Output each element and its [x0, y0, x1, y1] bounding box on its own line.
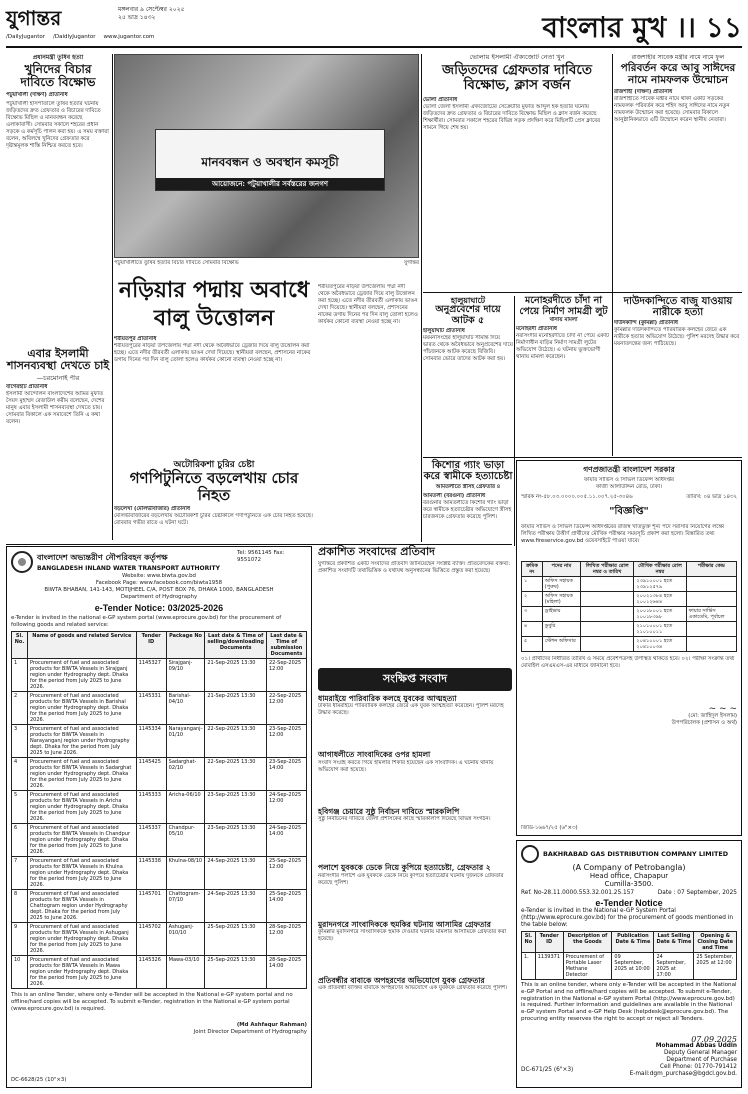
- column-divider: [421, 54, 422, 542]
- notice-title: e-Tender Notice: 03/2025-2026: [94, 603, 224, 613]
- bgdcl-logo-icon: [521, 845, 539, 863]
- story-autorickshaw: অটোরিকশা চুরির চেষ্টা গণপিটুনিতে বড়লেখায় চোর নিহত বড়লেখা (মৌলভীবাজার) প্রতিনিধি মৌলভীবাজারের বড়লেখায় অটোরিকশা চুরির চেষ্টাকালে গণপিটুনিতে এক চোর নিহত হয়েছে। রোববার গভীর রাতে এ ঘটনা ঘটে।: [114, 460, 313, 526]
- headline: অনুপ্রবেশের দায়ে আটক ৫: [435, 303, 501, 326]
- headline: গণপিটুনিতে বড়লেখায় চোর নিহত: [129, 469, 299, 504]
- headline: দাউদকান্দিতে বাজু যাওয়ায় নারীকে হত্যা: [623, 296, 733, 319]
- list-item: মুরাদনগরে সাংবাদিককে হুমকির ঘটনায় আসামির গ্রেফতার কুমিল্লার মুরাদনগরে সাংবাদিককে হুমকি দেওয়ার ঘটনায় মামলার আসামিকে গ্রেফতার করা হয়েছে।: [318, 919, 507, 942]
- row-divider: [6, 544, 512, 545]
- notice-title: e-Tender Notice: [595, 898, 663, 908]
- headline: পরিবর্তন করে আবু সাঈদের নামে নামফলক উন্মোচন: [620, 62, 736, 86]
- story-kishore-gang: কিশোর গ্যাং ভাড়া করে স্বামীকে হত্যাচেষ্টা আমতলীতে স্ত্রীসহ গ্রেফতার ৪ আমতলী (বরগুনা) প্রতিনিধি বরগুনার আমতলীতে কিশোর গ্যাং ভাড়া করে স্বামীকে হত্যাচেষ্টার অভিযোগে স্ত্রীসহ চারজনকে গ্রেফতার করেছে পুলিশ।: [423, 460, 513, 521]
- list-item: হবিগঞ্জ চেয়ারে সুষ্ঠু নির্বাচন দাবিতে স্মারকলিপি সুষ্ঠু নির্বাচনের দাবিতে জেলা প্রশাসকের কাছে স্মারকলিপি দিয়েছে বিভিন্ন সংগঠন।: [318, 806, 491, 823]
- list-item: আগাধলীতে সাংবাদিকের ওপর হামলা সংবাদ সংগ্রহ করতে গিয়ে হামলার শিকার হয়েছেন এক সাংবাদিক। এ ঘটনায় থানায় অভিযোগ করা হয়েছে।: [318, 750, 494, 773]
- fire-schedule-table: ক্রমিক নং পদের নাম লিখিত পরীক্ষার রোল নম্বর ও তারিখ মৌখিক পরীক্ষার রোল নম্বর পরীক্ষার কেন্দ্র ১ অফিস সহায়ক (পুরুষ) ২৩৯১০০০১ হতে ২৩৯১২৫৭৯ ২ অফিস সহায়ক (মহিলা) ২০০২১৩৮৪ হতে ২০০১২৬৪৪ ৩ ড্রাইভার ২০০১৮০০১ হতে ২০০১৮৩৯৮ ফায়ার সার্ভিস একাডেমি, পূর্বাচল ৪ ডুবুরি ২১০১০০০১ হতে ২১০১০০১১ ৫ স্টেশন অফিসার ২০৪১০০০১ হতে ২০৪১০০৩৪: [521, 561, 737, 652]
- row-divider: [423, 292, 742, 293]
- website-link[interactable]: www.jugantor.com: [103, 34, 155, 40]
- bakhrabad-tender-table: Sl. No Tender ID Description of the Goods Publication Date & Time Last Selling Date & Time Opening & Closing Date and Time 1. 1139371 Procurement of Portable Laser Methane Detector 09 September, 2025 at 10:00 24 September, 2025 at 17:00 25 September, 2025 at 12:00: [521, 931, 737, 980]
- table-row: ৩ ড্রাইভার ২০০১৮০০১ হতে ২০০১৮৩৯৮ ফায়ার সার্ভিস একাডেমি, পূর্বাচল: [522, 607, 737, 622]
- headline: এবার ইসলামী শাসনব্যবস্থা দেখতে চাই: [6, 347, 110, 373]
- table-row: 10 Procurement of fuel and associated products for BIWTA Vessels in Mawa region under Hydrography dept. Dhaka for the period from July 2025 to June 2026. 1145326 Mawa-03/10 25-Sep-2025 13:30 28-Sep-2025 14:00: [12, 956, 307, 989]
- headline: কিশোর গ্যাং ভাড়া করে স্বামীকে হত্যাচেষ্টা: [423, 460, 513, 483]
- biwta-tender-notice: Tel: 9561145 Fax: 9551072 বাংলাদেশ অভ্যন্তরীণ নৌপরিবহন কর্তৃপক্ষ BANGLADESH INLAND WATER TRANSPORT AUTHORITY Website: www.biwta.gov.bd Facebook Page: www.facebook.com/biwta1958 BIWTA BHABAN, 141-143, MOTIJHEEL C/A, POST BOX 76, DHAKA 1000, BANGLADESH Department of Hydrography e-Tender Notice: 03/2025-2026 e-Tender is invited in the national e-GP system portal (www.eprocure.gov.bd) for the procurement of following goods and related service: Sl. No. Name of goods and related Service Tender ID Package No Last date & Time of selling/downloading Documents Last date & Time of submission Documents 1 Procurement of fuel and associated products for BIWTA Vessels in Sirajganj region under Hydrography dept. Dhaka for the period from July 2025 to June 2026. 1145327 Sirajganj-09/10 21-Sep-2025 13:30 22-Sep-2025 12:00 2 Procurement of fuel and associated products for BIWTA Vessels in Barishal region under Hydrography dept. Dhaka for the period from July 2025 to June 2026. 1145331 Barishal-04/10 21-Sep-2025 13:30 22-Sep-2025 12:00 3 Procurement of fuel and associated products for BIWTA Vessels in Narayanganj region under Hydrography dept. Dhaka for the period from July 2025 to June 2026. 1145334 Narayanganj-01/10 22-Sep-2025 13:30 23-Sep-2025 12:00 4 Procurement of fuel and associated products for BIWTA Vessels in Sadarghat region under Hydrography dept. Dhaka for the period from July 2025 to June 2026. 1145425 Sadarghat-02/10 22-Sep-2025 13:30 23-Sep-2025 14:00 5 Procurement of fuel and associated products for BIWTA Vessels in Aricha region under Hydrography dept. Dhaka for the period from July 2025 to June 2026. 1145333 Aricha-06/10 23-Sep-2025 13:30 24-Sep-2025 12:00 6 Procurement of fuel and associated products for BIWTA Vessels in Chandpur region under Hydrography dept. Dhaka for the period from July 2025 to June 2026. 1145337 Chandpur-05/10 23-Sep-2025 13:30 24-Sep-2025 14:00 7 Procurement of fuel and associated products for BIWTA Vessels in Khulna region under Hydrography dept. Dhaka for the period from July 2025 to June 2026. 1145338 Khulna-08/10 24-Sep-2025 13:30 25-Sep-2025 12:00 8 Procurement of fuel and associated products for BIWTA Vessels in Chattogram region under Hydrography dept. Dhaka for the period from July 2025 to June 2026. 1145701 Chattogram-07/10 24-Sep-2025 13:30 25-Sep-2025 14:00 9 Procurement of fuel and associated products for BIWTA Vessels in Ashuganj region under Hydrography dept. Dhaka for the period from July 2025 to June 2026. 1145702 Ashuganj-010/10 25-Sep-2025 13:30 28-Sep-2025 12:00 10 Procurement of fuel and associated products for BIWTA Vessels in Mawa region under Hydrography dept. Dhaka for the period from July 2025 to June 2026. 1145326 Mawa-03/10 25-Sep-2025 13:30 28-Sep-2025 14:00 This is an online Tender, where only e-Tender will be accepted in the National e-GP system portal and no offline/hard copies will be accepted. To submit e-Tender, registration in the National e-GP system portal (www.eprocure.gov.bd) is required. (Md Ashfaqur Rahman) Joint Director Department of Hydrography DC-6628/25 (10"×3): [6, 546, 312, 1088]
- story-monohardi: মনোহরদীতে চাঁদা না পেয়ে নির্মাণ সামগ্রী লুট থানায় মামলা মনোহরদী প্রতিনিধি নরসিংদীর মনোহরদীতে চাঁদা না পেয়ে একটি নির্মাণাধীন বাড়ির নির্মাণ সামগ্রী লুটের অভিযোগ উঠেছে। এ ঘটনায় ভুক্তভোগী থানায় মামলা করেছেন।: [516, 295, 610, 361]
- section-title: বাংলার মুখ ।। ১১: [542, 11, 742, 44]
- story-bhola: ভোলায় ইসলামী ঐক্যজোট নেতা খুন জড়িতদের গ্রেফতার দাবিতে বিক্ষোভ, ক্লাস বর্জন ভোলা প্রতিনিধি ভোলা জেলা ইসলামী ঐক্যজোটের সেক্রেটারি মুফতি আব্দুল হক হত্যার ঘটনায় জড়িতদের দ্রুত গ্রেফতার ও বিচারের দাবিতে বিক্ষোভ মিছিল ও ক্লাস বর্জন করেছে শিক্ষার্থীরা। সোমবার সকালে শহরের বিভিন্ন সড়ক প্রদক্ষিণ করে মিছিলটি প্রেস ক্লাবের সামনে গিয়ে শেষ হয়।: [423, 54, 611, 290]
- story-rajshahi: রাজশাহীর সাবেক মন্ত্রীর নামে নামে ফুল পরিবর্তন করে আবু সাঈদের নামে নামফলক উন্মোচন রাজশাহী (দক্ষিণ) প্রতিনিধি রাজশাহীতে সাবেক মন্ত্রীর নামে থাকা একটি সড়কের নামফলক পরিবর্তন করে শহিদ আবু সাঈদের নামে নতুন নামফলক উন্মোচন করা হয়েছে। সোমবার বিকালে আনুষ্ঠানিকভাবে এটি উন্মোচন করেন স্থানীয় নেতারা।: [614, 54, 742, 290]
- row-divider: [423, 457, 742, 458]
- headline: জড়িতদের গ্রেফতার দাবিতে বিক্ষোভ, ক্লাস বর্জন: [442, 62, 592, 94]
- story-daudkandi: দাউদকান্দিতে বাজু যাওয়ায় নারীকে হত্যা দাউদকান্দি (কুমিল্লা) প্রতিনিধি কুমিল্লার দাউদকান্দিতে পারিবারিক কলহের জেরে এক নারীকে হত্যার অভিযোগ উঠেছে। পুলিশ মরদেহ উদ্ধার করে ময়নাতদন্তের জন্য পাঠিয়েছে।: [614, 296, 742, 454]
- table-row: ১ অফিস সহায়ক (পুরুষ) ২৩৯১০০০১ হতে ২৩৯১২৫৭৯: [522, 577, 737, 592]
- story-naria: নড়িয়ার পদ্মায় অবাধে বালু উত্তোলন শরীয়তপুর প্রতিনিধি শরীয়তপুরের নড়িয়া উপজেলায় পদ্মা নদী থেকে অবৈধভাবে ড্রেজার দিয়ে বালু উত্তোলন করা হচ্ছে। এতে নদীর তীরবর্তী এলাকায় ভাঙন দেখা দিয়েছে। স্থানীয়রা বলছেন, প্রশাসনের নাকের ডগায় দিনের পর দিন বালু তোলা হলেও কার্যকর কোনো ব্যবস্থা নেওয়া হচ্ছে না।: [114, 276, 314, 456]
- fire-service-notice: গণপ্রজাতন্ত্রী বাংলাদেশ সরকার ফায়ার সার্ভিস ও সিভিল ডিফেন্স অধিদপ্তর কাজী আলাউদ্দিন রোড, ঢাকা। স্মারক নং-৫৮.০৩.০০০০.০০৫.১১.০০৭.২৫-৩০৪৬ তারিখ: ০৪ ভাদ্র ১৪৩২ "বিজ্ঞপ্তি" ফায়ার সার্ভিস ও সিভিল ডিফেন্স অধিদপ্তরের রাজস্ব খাতভুক্ত শূন্য পদে সরাসরি নিয়োগের লক্ষ্যে লিখিত পরীক্ষায় উত্তীর্ণ প্রার্থীদের মৌখিক পরীক্ষার সময়সূচি প্রকাশ করা হলো। বিস্তারিত তথ্য www.fireservice.gov.bd ওয়েবসাইটে পাওয়া যাবে। ক্রমিক নং পদের নাম লিখিত পরীক্ষার রোল নম্বর ও তারিখ মৌখিক পরীক্ষার রোল নম্বর পরীক্ষার কেন্দ্র ১ অফিস সহায়ক (পুরুষ) ২৩৯১০০০১ হতে ২৩৯১২৫৭৯ ২ অফিস সহায়ক (মহিলা) ২০০২১৩৮৪ হতে ২০০১২৬৪৪ ৩ ড্রাইভার ২০০১৮০০১ হতে ২০০১৮৩৯৮ ফায়ার সার্ভিস একাডেমি, পূর্বাচল ৪ ডুবুরি ২১০১০০০১ হতে ২১০১০০১১ ৫ স্টেশন অফিসার ২০৪১০০০১ হতে ২০৪১০০৩৪ ০১। প্রার্থীদের নির্ধারিত তারিখ ও সময়ে প্রবেশপত্রসহ উপস্থিত থাকতে হবে। ০২। পরীক্ষা সংক্রান্ত তথ্য মোবাইল এসএমএস-এর মাধ্যমে জানানো হবে। ~ ~ ~ (মো: জাহিদুল ইসলাম) উপপরিচালক (প্রশাসন ও অর্থ) জিডি-১৬৬৭/২৫ (৬"×৩): [516, 460, 742, 836]
- table-row: 7 Procurement of fuel and associated products for BIWTA Vessels in Khulna region under Hydrography dept. Dhaka for the period from July 2025 to June 2026. 1145338 Khulna-08/10 24-Sep-2025 13:30 25-Sep-2025 12:00: [12, 857, 307, 890]
- table-row: 8 Procurement of fuel and associated products for BIWTA Vessels in Chattogram region under Hydrography dept. Dhaka for the period from July 2025 to June 2026. 1145701 Chattogram-07/10 24-Sep-2025 13:30 25-Sep-2025 14:00: [12, 890, 307, 923]
- biwta-logo-icon: [11, 551, 33, 573]
- table-row: ৪ ডুবুরি ২১০১০০০১ হতে ২১০১০০১১: [522, 622, 737, 637]
- table-row: 4 Procurement of fuel and associated products for BIWTA Vessels in Sadarghat region under Hydrography dept. Dhaka for the period from July 2025 to June 2026. 1145425 Sadarghat-02/10 22-Sep-2025 13:30 23-Sep-2025 14:00: [12, 758, 307, 791]
- story-islami: এবার ইসলামী শাসনব্যবস্থা দেখতে চাই —চরমোনাই পীর বাগেরহাট প্রতিনিধি ইসলামী আন্দোলন বাংলাদেশের আমির মুফতি সৈয়দ মুহাম্মদ রেজাউল করীম বলেছেন, দেশের মানুষ এবার ইসলামী শাসনব্যবস্থা দেখতে চায়। সোমবার বিকালে এক সমাবেশে তিনি এ কথা বলেন।: [6, 347, 110, 425]
- headline: খুনিদের বিচার দাবিতে বিক্ষোভ: [20, 62, 96, 90]
- table-row: 3 Procurement of fuel and associated products for BIWTA Vessels in Narayanganj region under Hydrography dept. Dhaka for the period from July 2025 to June 2026. 1145334 Narayanganj-01/10 22-Sep-2025 13:30 23-Sep-2025 12:00: [12, 725, 307, 758]
- list-item: পলাশে যুবককে ডেকে নিয়ে কুপিয়ে হত্যাচেষ্টা, গ্রেফতার ২ নরসিংদীর পলাশে এক যুবককে ডেকে নিয়ে কুপিয়ে হত্যাচেষ্টার ঘটনায় দুজনকে গ্রেফতার করেছে পুলিশ।: [318, 863, 504, 886]
- protest-photo: [114, 54, 419, 258]
- story-tushib: প্রধানমন্ত্রী তুষিব হত্যা খুনিদের বিচার দাবিতে বিক্ষোভ পটুয়াখালী (দক্ষিণ) প্রতিনিধি পটুয়াখালী হাসপাতালে তুষিব হত্যার ঘটনায় জড়িতদের দ্রুত গ্রেফতার ও বিচারের দাবিতে বিক্ষোভ মিছিল ও মানববন্ধন করেছে এলাকাবাসী। সোমবার সকালে শহরের প্রধান সড়কে এ কর্মসূচি পালন করা হয়। এ সময় বক্তারা বলেন, অবিলম্বে খুনিদের গ্রেফতার করে দৃষ্টান্তমূলক শাস্তি নিশ্চিত করতে হবে।: [6, 54, 109, 149]
- social-link-facebook[interactable]: /DailyJugantor: [6, 34, 46, 40]
- brief-news-title: সংক্ষিপ্ত সংবাদ: [318, 668, 512, 691]
- story-haluaghat: হালুয়াঘাটে অনুপ্রবেশের দায়ে আটক ৫ হালুয়াঘাট প্রতিনিধি ময়মনসিংহের হালুয়াঘাট সীমান্ত দিয়ে ভারত থেকে অবৈধভাবে অনুপ্রবেশের দায়ে পাঁচজনকে আটক করেছে বিজিবি। সোমবার ভোরে তাদের আটক করা হয়।: [423, 295, 513, 363]
- bakhrabad-tender-notice: BAKHRABAD GAS DISTRIBUTION COMPANY LIMITED (A Company of Petrobangla) Head office, Chapapur Cumilla-3500. Ref. No-28.11.0000.553.32.001.25.157 Date : 07 September, 2025 e-Tender Notice e-Tender is invited in the National e-GP System Portal (http://www.eprocure.gov.bd) for the procurement of goods mentioned in the table below: Sl. No Tender ID Description of the Goods Publication Date & Time Last Selling Date & Time Opening & Closing Date and Time 1. 1139371 Procurement of Portable Laser Methane Detector 09 September, 2025 at 10:00 24 September, 2025 at 17:00 25 September, 2025 at 12:00 This is an online tender, where only e-Tender will be accepted in the National e-GP Portal and no offline/hard copies will be accepted. To submit e-Tender, registration in the National e-GP system Portal (http://www.eprocure.gov.bd) is required. Further information and guidelines are available in the National e-GP system Portal and e-GP Help Desk (helpdesk@eprocure.gov.bd). The procuring entity reserves the right to accept or reject all Tenders. 07.09.2025 Mohammad Abbas Uddin Deputy General Manager Department of Purchase Cell Phone: 01770-791412 E-mail:dgm_purchase@bgdcl.gov.bd. DC-671/25 (6"×3): [516, 840, 742, 1088]
- signature: ~ ~ ~: [708, 706, 737, 714]
- column-divider: [612, 54, 613, 456]
- table-row: 1. 1139371 Procurement of Portable Laser Methane Detector 09 September, 2025 at 10:00 24 September, 2025 at 17:00 25 September, 2025 at 12:00: [522, 953, 737, 980]
- table-row: ২ অফিস সহায়ক (মহিলা) ২০০২১৩৮৪ হতে ২০০১২৬৪৪: [522, 592, 737, 607]
- biwta-tender-table: Sl. No. Name of goods and related Service Tender ID Package No Last date & Time of selling/downloading Documents Last date & Time of submission Documents 1 Procurement of fuel and associated products for BIWTA Vessels in Sirajganj region under Hydrography dept. Dhaka for the period from July 2025 to June 2026. 1145327 Sirajganj-09/10 21-Sep-2025 13:30 22-Sep-2025 12:00 2 Procurement of fuel and associated products for BIWTA Vessels in Barishal region under Hydrography dept. Dhaka for the period from July 2025 to June 2026. 1145331 Barishal-04/10 21-Sep-2025 13:30 22-Sep-2025 12:00 3 Procurement of fuel and associated products for BIWTA Vessels in Narayanganj region under Hydrography dept. Dhaka for the period from July 2025 to June 2026. 1145334 Narayanganj-01/10 22-Sep-2025 13:30 23-Sep-2025 12:00 4 Procurement of fuel and associated products for BIWTA Vessels in Sadarghat region under Hydrography dept. Dhaka for the period from July 2025 to June 2026. 1145425 Sadarghat-02/10 22-Sep-2025 13:30 23-Sep-2025 14:00 5 Procurement of fuel and associated products for BIWTA Vessels in Aricha region under Hydrography dept. Dhaka for the period from July 2025 to June 2026. 1145333 Aricha-06/10 23-Sep-2025 13:30 24-Sep-2025 12:00 6 Procurement of fuel and associated products for BIWTA Vessels in Chandpur region under Hydrography dept. Dhaka for the period from July 2025 to June 2026. 1145337 Chandpur-05/10 23-Sep-2025 13:30 24-Sep-2025 14:00 7 Procurement of fuel and associated products for BIWTA Vessels in Khulna region under Hydrography dept. Dhaka for the period from July 2025 to June 2026. 1145338 Khulna-08/10 24-Sep-2025 13:30 25-Sep-2025 12:00 8 Procurement of fuel and associated products for BIWTA Vessels in Chattogram region under Hydrography dept. Dhaka for the period from July 2025 to June 2026. 1145701 Chattogram-07/10 24-Sep-2025 13:30 25-Sep-2025 14:00 9 Procurement of fuel and associated products for BIWTA Vessels in Ashuganj region under Hydrography dept. Dhaka for the period from July 2025 to June 2026. 1145702 Ashuganj-010/10 25-Sep-2025 13:30 28-Sep-2025 12:00 10 Procurement of fuel and associated products for BIWTA Vessels in Mawa region under Hydrography dept. Dhaka for the period from July 2025 to June 2026. 1145326 Mawa-03/10 25-Sep-2025 13:30 28-Sep-2025 14:00: [11, 631, 307, 989]
- story-protibad: প্রকাশিত সংবাদের প্রতিবাদ যুগান্তরে প্রকাশিত একটি সংবাদের প্রতিবাদ জানিয়েছেন সংশ্লিষ্ট ব্যক্তি। প্রতিবেদকের বক্তব্য: প্রকাশিত সংবাদটি তথ্যভিত্তিক ও যথাযথ অনুসন্ধানের ভিত্তিতে প্রস্তুত করা হয়েছে।: [318, 545, 511, 575]
- headline: প্রকাশিত সংবাদের প্রতিবাদ: [318, 545, 435, 558]
- column-divider: [112, 54, 113, 540]
- social-links: [6, 34, 154, 40]
- story-naria-col2: শরীয়তপুরের নড়িয়া উপজেলায় পদ্মা নদী থেকে অবৈধভাবে ড্রেজার দিয়ে বালু উত্তোলন করা হচ্ছে। এতে নদীর তীরবর্তী এলাকায় ভাঙন দেখা দিয়েছে। স্থানীয়রা বলছেন, প্রশাসনের নাকের ডগায় দিনের পর দিন বালু তোলা হলেও কার্যকর কোনো ব্যবস্থা নেওয়া হচ্ছে না।: [318, 284, 418, 325]
- table-row: 6 Procurement of fuel and associated products for BIWTA Vessels in Chandpur region under Hydrography dept. Dhaka for the period from July 2025 to June 2026. 1145337 Chandpur-05/10 23-Sep-2025 13:30 24-Sep-2025 14:00: [12, 824, 307, 857]
- newspaper-logo: যুগান্তর: [6, 6, 62, 30]
- column-divider: [514, 296, 515, 546]
- masthead: [6, 4, 742, 48]
- brief-news-list: [318, 695, 512, 1029]
- table-row: ৫ স্টেশন অফিসার ২০৪১০০০১ হতে ২০৪১০০৩৪: [522, 637, 737, 652]
- photo-caption: পটুয়াখালীতে তুষিব হত্যার বিচার দাবিতে সোমবার বিক্ষোভ যুগান্তর: [114, 260, 419, 266]
- notice-title: "বিজ্ঞপ্তি": [609, 506, 649, 517]
- table-row: 5 Procurement of fuel and associated products for BIWTA Vessels in Aricha region under Hydrography dept. Dhaka for the period from July 2025 to June 2026. 1145333 Aricha-06/10 23-Sep-2025 13:30 24-Sep-2025 12:00: [12, 791, 307, 824]
- signature: 07.09.2025: [691, 1035, 737, 1044]
- list-item: প্রতিবন্ধীর বাবাকে অপহরণের অভিযোগে যুবক গ্রেফতার এক প্রতিবন্ধী ব্যক্তির বাবাকে অপহরণের অভিযোগে এক যুবককে গ্রেফতার করেছে পুলিশ।: [318, 975, 508, 992]
- headline: মনোহরদীতে চাঁদা না পেয়ে নির্মাণ সামগ্রী লুট: [519, 295, 608, 317]
- social-link-twitter[interactable]: /DaidlyJugantor: [53, 34, 96, 40]
- list-item: ধামরাইয়ে পারিবারিক কলহে যুবকের আত্মহত্যা ঢাকার ধামরাইয়ে পারিবারিক কলহের জেরে এক যুবক আত্মহত্যা করেছেন। পুলিশ মরদেহ উদ্ধার করেছে।: [318, 694, 504, 717]
- photo-banner: মানববন্ধন ও অবস্থান কমসূচী আয়োজনে: পটুয়াখালীর সর্বস্তরের জনগণ: [155, 129, 385, 191]
- issue-date: মঙ্গলবার ৯ সেপ্টেম্বর ২০২৫ ২৫ ভাদ্র ১৪৩২: [118, 6, 185, 21]
- table-row: 1 Procurement of fuel and associated products for BIWTA Vessels in Sirajganj region under Hydrography dept. Dhaka for the period from July 2025 to June 2026. 1145327 Sirajganj-09/10 21-Sep-2025 13:30 22-Sep-2025 12:00: [12, 659, 307, 692]
- table-row: 9 Procurement of fuel and associated products for BIWTA Vessels in Ashuganj region under Hydrography dept. Dhaka for the period from July 2025 to June 2026. 1145702 Ashuganj-010/10 25-Sep-2025 13:30 28-Sep-2025 12:00: [12, 923, 307, 956]
- headline: নড়িয়ার পদ্মায় অবাধে বালু উত্তোলন: [118, 277, 310, 331]
- table-row: 2 Procurement of fuel and associated products for BIWTA Vessels in Barishal region under Hydrography dept. Dhaka for the period from July 2025 to June 2026. 1145331 Barishal-04/10 21-Sep-2025 13:30 22-Sep-2025 12:00: [12, 692, 307, 725]
- brief-news: [318, 668, 512, 1088]
